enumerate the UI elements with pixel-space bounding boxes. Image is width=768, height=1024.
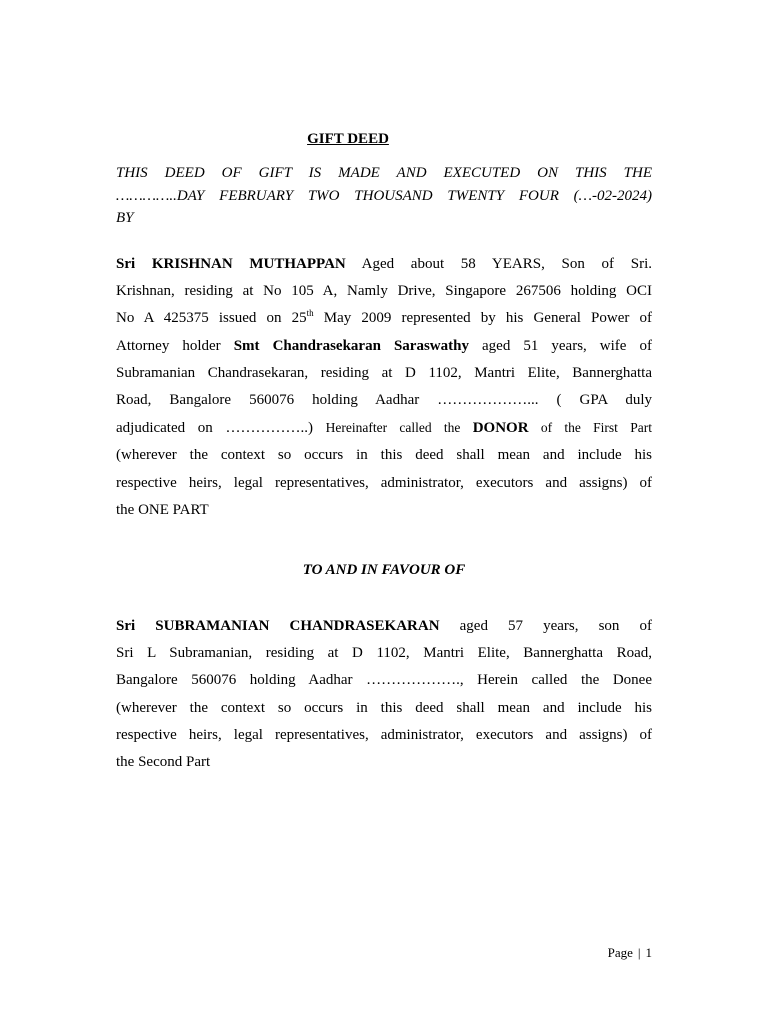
donor-line7-pre: adjudicated on ……………..): [116, 420, 326, 437]
donor-line: Krishnan, residing at No 105 A, Namly Drive, Singapore 267506 holding OCI: [116, 283, 652, 300]
donor-line: respective heirs, legal representatives, administrator, executors and assigns) of: [116, 474, 652, 491]
donor-line3-post: May 2009 represented by his General Power of: [313, 310, 652, 327]
page-title: GIFT DEED: [307, 131, 389, 147]
intro-line: BY: [116, 210, 134, 226]
donor-line: Subramanian Chandrasekaran, residing at D 1102, Mantri Elite, Bannerghatta: [116, 364, 652, 381]
donee-line: Sri L Subramanian, residing at D 1102, Mantri Elite, Bannerghatta Road,: [116, 645, 652, 662]
donee-line: respective heirs, legal representatives, administrator, executors and assigns) of: [116, 726, 652, 743]
donor-line7-post: of the First Part: [528, 420, 652, 436]
donee-line1-text: aged 57 years, son of: [459, 618, 653, 634]
donor-line: [116, 333, 652, 360]
intro-line: THIS DEED OF GIFT IS MADE AND EXECUTED ON THIS THE: [116, 165, 652, 181]
donor-line4-pre: Attorney holder: [116, 337, 234, 354]
intro-line: …………..DAY FEBRUARY TWO THOUSAND TWENTY FOUR (…-02-2024): [116, 187, 652, 204]
page-number: 1: [645, 945, 652, 960]
ordinal-suffix: th: [306, 308, 314, 319]
donor-line: Road, Bangalore 560076 holding Aadhar ………………... ( GPA duly: [116, 392, 652, 409]
donor-line4-post: aged 51 years, wife of: [468, 337, 652, 354]
in-favour-heading: TO AND IN FAVOUR OF: [302, 562, 466, 578]
donee-line: [116, 613, 652, 640]
donor-line7-mid: Hereinafter called the: [325, 420, 473, 436]
donee-paragraph: [116, 613, 652, 776]
donor-line: [116, 414, 652, 442]
donor-line: the ONE PART: [116, 501, 209, 518]
intro-paragraph: [116, 162, 652, 230]
donor-salutation: Sri: [116, 256, 136, 272]
donor-name: KRISHNAN MUTHAPPAN: [151, 256, 346, 272]
page-separator: |: [637, 945, 641, 960]
donor-line: [116, 305, 652, 332]
donor-label: DONOR: [472, 420, 529, 437]
donor-line1-text: Aged about 58 YEARS, Son of Sri.: [361, 256, 652, 272]
donee-name: SUBRAMANIAN CHANDRASEKARAN: [155, 618, 440, 634]
donee-line: (wherever the context so occurs in this deed shall mean and include his: [116, 699, 652, 716]
attorney-name: Smt Chandrasekaran Saraswathy: [233, 337, 469, 354]
donor-paragraph: [116, 251, 652, 524]
donor-line3-pre: No A 425375 issued on 25: [116, 310, 307, 327]
donee-salutation: Sri: [116, 618, 136, 634]
donee-line: the Second Part: [116, 754, 211, 771]
donor-line: [116, 251, 652, 278]
donor-line: (wherever the context so occurs in this deed shall mean and include his: [116, 447, 652, 464]
page-label: Page: [607, 945, 633, 960]
donee-line: Bangalore 560076 holding Aadhar ………………., Herein called the Donee: [116, 672, 652, 689]
page-footer: [608, 945, 652, 961]
